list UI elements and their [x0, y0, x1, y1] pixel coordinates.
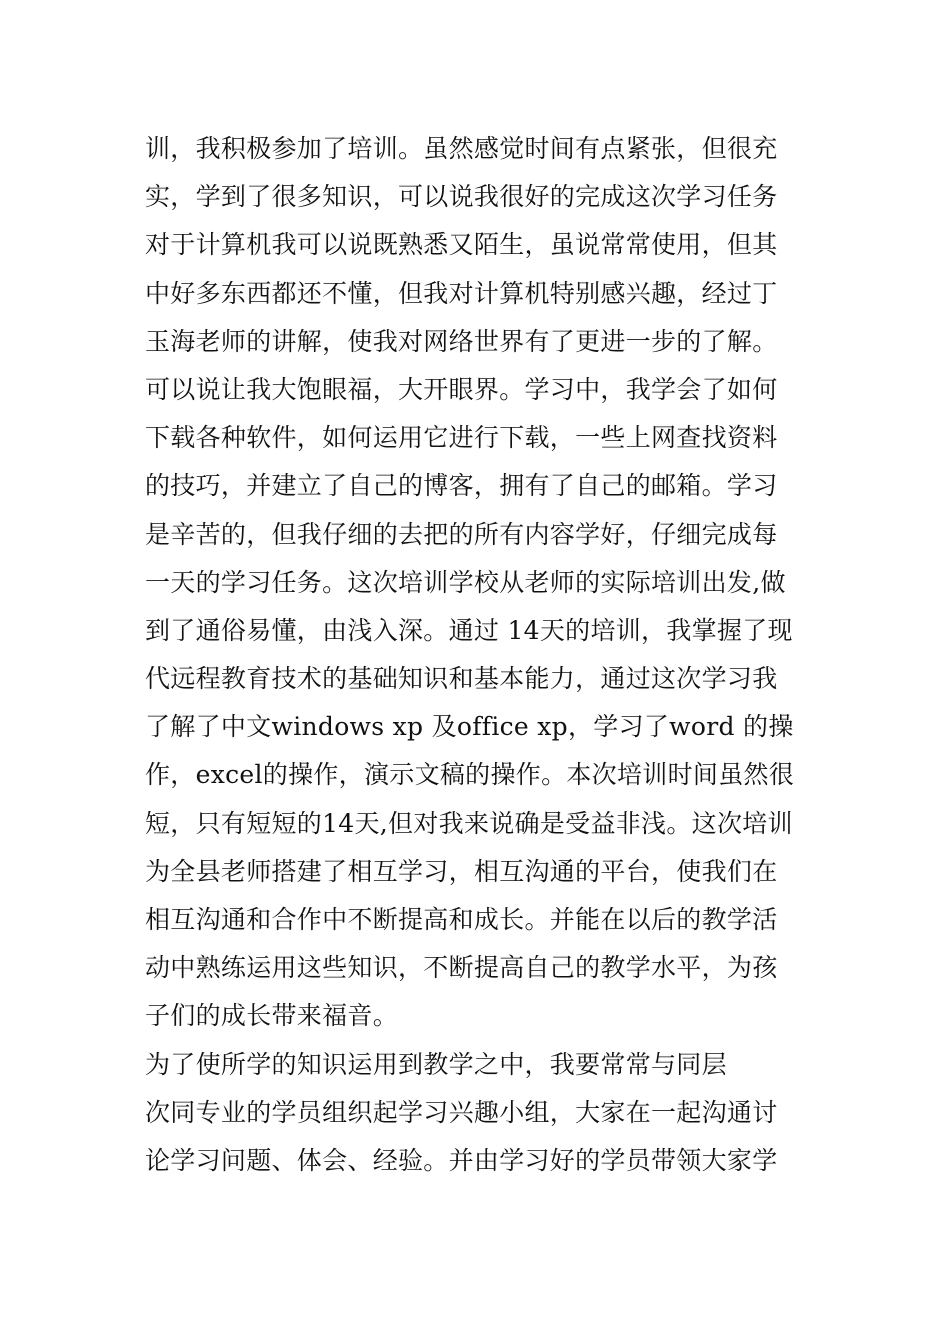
- text-line: 可以说让我大饱眼福，大开眼界。学习中，我学会了如何: [145, 374, 778, 404]
- text-line: 作，excel的操作，演示文稿的操作。本次培训时间虽然很: [145, 760, 795, 790]
- text-line: 为全县老师搭建了相互学习，相互沟通的平台，使我们在: [145, 856, 778, 886]
- text-line: 的技巧，并建立了自己的博客，拥有了自己的邮箱。学习: [145, 471, 778, 501]
- text-line: 次同专业的学员组织起学习兴趣小组，大家在一起沟通讨: [145, 1097, 778, 1127]
- text-line: 是辛苦的，但我仔细的去把的所有内容学好，仔细完成每: [145, 519, 778, 549]
- text-line: 下载各种软件，如何运用它进行下载，一些上网查找资料: [145, 423, 778, 453]
- text-line: 玉海老师的讲解，使我对网络世界有了更进一步的了解。: [145, 326, 778, 356]
- text-line: 相互沟通和合作中不断提高和成长。并能在以后的教学活: [145, 905, 778, 934]
- text-line: 子们的成长带来福音。: [145, 1001, 399, 1031]
- text-line: 了解了中文windows xp 及office xp，学习了word 的操: [145, 712, 794, 742]
- text-line: 中好多东西都还不懂，但我对计算机特别感兴趣，经过丁: [145, 278, 778, 308]
- text-line: 到了通俗易懂，由浅入深。通过 14天的培训，我掌握了现: [145, 615, 793, 645]
- text-line: 一天的学习任务。这次培训学校从老师的实际培训出发,做: [145, 567, 786, 597]
- text-line: 代远程教育技术的基础知识和基本能力，通过这次学习我: [145, 664, 778, 694]
- text-line: 为了使所学的知识运用到教学之中，我要常常与同层: [145, 1049, 727, 1079]
- text-line: 短，只有短短的14天,但对我来说确是受益非浅。这次培训: [145, 808, 793, 838]
- text-line: 对于计算机我可以说既熟悉又陌生，虽说常常使用，但其: [145, 230, 778, 260]
- text-line: 训，我积极参加了培训。虽然感觉时间有点紧张，但很充: [145, 134, 778, 163]
- text-line: 动中熟练运用这些知识，不断提高自己的教学水平，为孩: [145, 953, 778, 983]
- text-line: 论学习问题、体会、经验。并由学习好的学员带领大家学: [145, 1145, 778, 1175]
- text-line: 实，学到了很多知识，可以说我很好的完成这次学习任务: [145, 182, 778, 212]
- body-text: [145, 125, 810, 1185]
